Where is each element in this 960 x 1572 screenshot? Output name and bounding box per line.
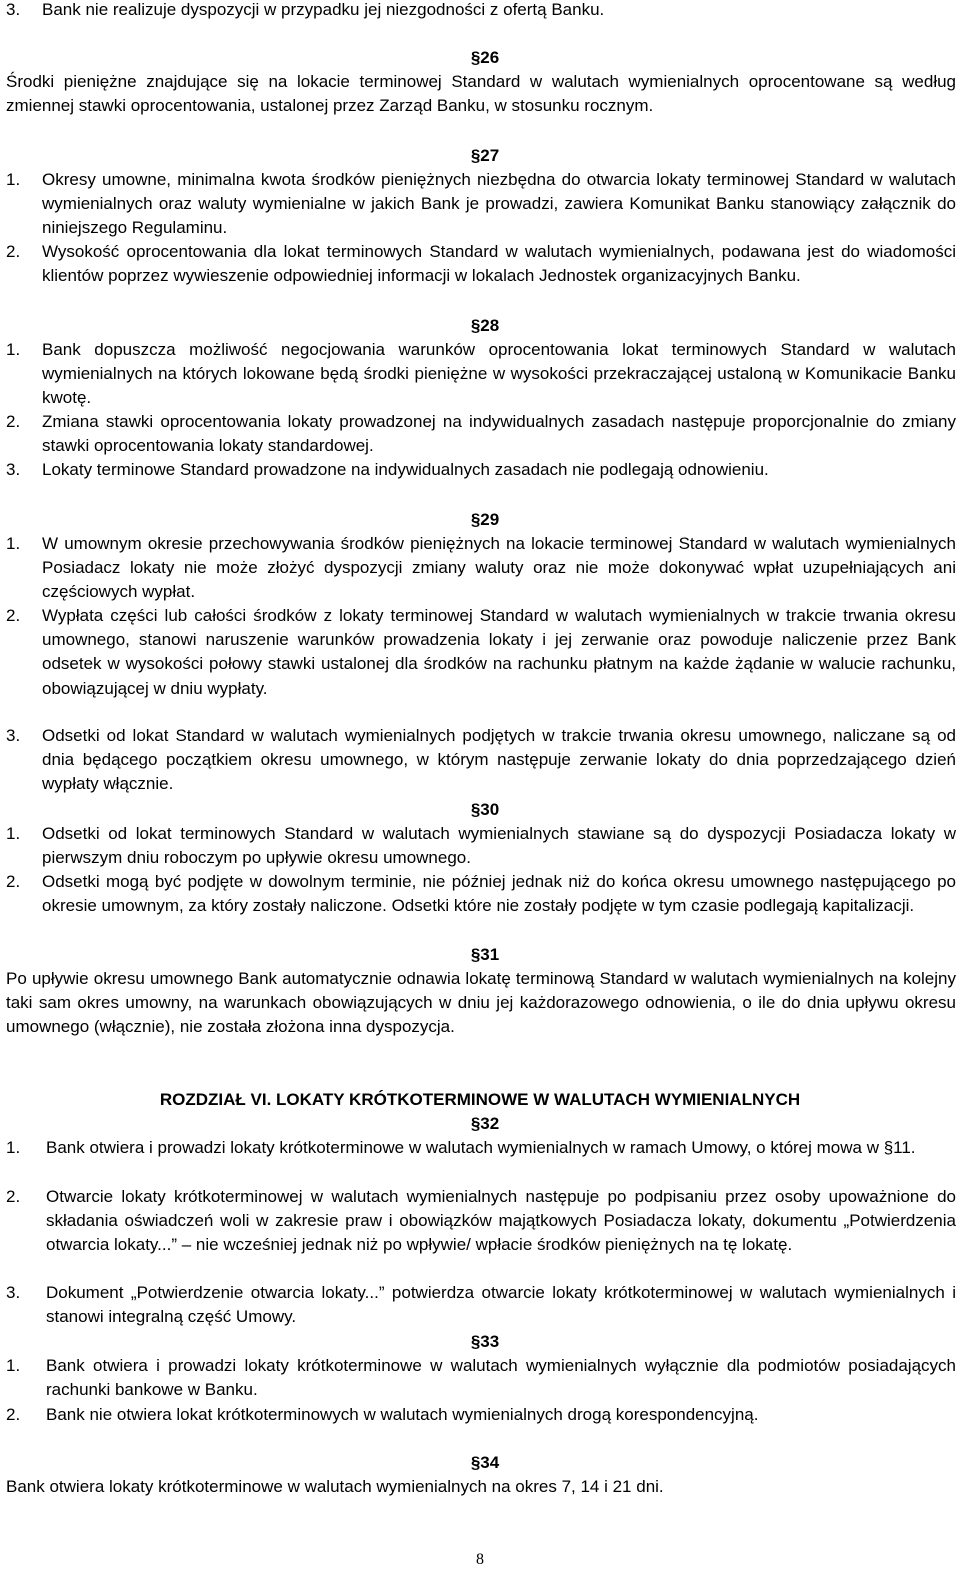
item-text: Wypłata części lub całości środków z lokaty terminowej Standard w walutach wymienialnych w trakcie trwania okresu umownego, stanowi naruszenie warunków prowadzenia lokaty i jej zerwanie oraz powoduje naliczenie przez Bank odsetek w wysokości połowy stawki ustalonej dla środków na rachunku płatnym na każde żądanie w walucie rachunku, obowiązującej w dniu wypłaty.: [42, 606, 956, 698]
item-text: W umownym okresie przechowywania środków pieniężnych na lokacie terminowej Standard w walutach wymienialnych Posiadacz lokaty nie może złożyć dyspozycji zmiany waluty oraz nie może dokonywać wpłat uzupełniających ani częściowych wypłat.: [42, 534, 956, 602]
section-heading-30: §30: [470, 800, 500, 819]
clause-29-3: [6, 724, 956, 797]
item-number: 2.: [6, 606, 21, 625]
section-heading-28: §28: [470, 316, 500, 335]
clause-27-2: [6, 240, 956, 288]
item-number: 1.: [6, 824, 21, 843]
clause-32-3: [6, 1281, 956, 1329]
item-number: 1.: [6, 1356, 21, 1375]
item-number: 3.: [6, 1283, 21, 1302]
item-number: 3.: [6, 460, 21, 479]
item-text: Bank nie otwiera lokat krótkoterminowych w walutach wymienialnych drogą korespondencyjną.: [46, 1405, 759, 1424]
clause-30-1: [6, 822, 956, 870]
item-text: Okresy umowne, minimalna kwota środków pieniężnych niezbędna do otwarcia lokaty terminowej Standard w walutach wymienialnych oraz waluty wymienialne w jakich Bank je prowadzi, zawiera Komunikat Banku stanowiący załącznik do niniejszego Regulaminu.: [42, 170, 956, 238]
clause-29-1: [6, 532, 956, 605]
item-text: Lokaty terminowe Standard prowadzone na indywidualnych zasadach nie podlegają odnowieniu.: [42, 460, 769, 479]
clause-25-3: [6, 0, 956, 22]
item-number: 2.: [6, 242, 21, 261]
clause-28-3: [6, 458, 956, 482]
item-text: Bank otwiera i prowadzi lokaty krótkoterminowe w walutach wymienialnych wyłącznie dla podmiotów posiadających rachunki bankowe w Banku.: [46, 1356, 956, 1400]
section-heading-29: §29: [470, 510, 500, 529]
item-number: 2.: [6, 1187, 21, 1206]
item-number: 1.: [6, 340, 21, 359]
item-number: 2.: [6, 872, 21, 891]
clause-33-2: [6, 1403, 956, 1427]
item-text: Wysokość oprocentowania dla lokat terminowych Standard w walutach wymienialnych, podawana jest do wiadomości klientów poprzez wywieszenie odpowiedniej informacji w lokalach Jednostek organizacyjnych Banku.: [42, 242, 956, 286]
section-heading-31: §31: [470, 945, 500, 964]
section-heading-32: §32: [470, 1114, 500, 1133]
item-text: Bank nie realizuje dyspozycji w przypadku jej niezgodności z ofertą Banku.: [42, 0, 605, 19]
item-text: Bank otwiera i prowadzi lokaty krótkoterminowe w walutach wymienialnych w ramach Umowy, o której mowa w §11.: [46, 1138, 916, 1157]
clause-29-2: [6, 604, 956, 701]
item-number: 1.: [6, 534, 21, 553]
item-number: 1.: [6, 170, 21, 189]
page-number: 8: [476, 1551, 484, 1568]
item-number: 1.: [6, 1138, 21, 1157]
item-number: 3.: [6, 0, 21, 19]
clause-32-1: [6, 1136, 956, 1160]
item-number: 3.: [6, 726, 21, 745]
item-number: 2.: [6, 412, 21, 431]
section-heading-27: §27: [470, 146, 500, 165]
chapter-title: ROZDZIAŁ VI. LOKATY KRÓTKOTERMINOWE W WALUTACH WYMIENIALNYCH: [159, 1090, 801, 1109]
section-heading-34: §34: [470, 1453, 500, 1472]
section-heading-26: §26: [470, 48, 500, 67]
clause-28-1: [6, 338, 956, 411]
section-31-text: Po upływie okresu umownego Bank automatycznie odnawia lokatę terminową Standard w walutach wymienialnych na kolejny taki sam okres umowny, na warunkach obowiązujących w dniu jej każdorazowego odnowienia, o ile do dnia upływu okresu umownego (włącznie), nie została złożona inna dyspozycja.: [6, 969, 956, 1037]
clause-32-2: [6, 1185, 956, 1258]
clause-28-2: [6, 410, 956, 458]
clause-33-1: [6, 1354, 956, 1402]
clause-30-2: [6, 870, 956, 918]
item-text: Odsetki od lokat Standard w walutach wymienialnych podjętych w trakcie trwania okresu umownego, naliczane są od dnia będącego początkiem okresu umownego, w którym następuje zerwanie lokaty do dnia poprzedzającego dzień wypłaty włącznie.: [42, 726, 956, 794]
item-text: Odsetki od lokat terminowych Standard w walutach wymienialnych stawiane są do dyspozycji Posiadacza lokaty w pierwszym dniu roboczym po upływie okresu umownego.: [42, 824, 956, 868]
clause-27-1: [6, 168, 956, 241]
item-text: Dokument „Potwierdzenie otwarcia lokaty...” potwierdza otwarcie lokaty krótkoterminowej w walutach wymienialnych i stanowi integralną część Umowy.: [46, 1283, 956, 1327]
section-26-text: Środki pieniężne znajdujące się na lokacie terminowej Standard w walutach wymienialnych oprocentowane są według zmiennej stawki oprocentowania, ustalonej przez Zarząd Banku, w stosunku rocznym.: [6, 72, 956, 116]
item-text: Odsetki mogą być podjęte w dowolnym terminie, nie później jednak niż do końca okresu umownego następującego po okresie umownym, za który zostały naliczone. Odsetki które nie zostały podjęte w tym czasie podlegają kapitalizacji.: [42, 872, 956, 916]
section-34-text: Bank otwiera lokaty krótkoterminowe w walutach wymienialnych na okres 7, 14 i 21 dni.: [6, 1477, 664, 1496]
item-number: 2.: [6, 1405, 21, 1424]
item-text: Zmiana stawki oprocentowania lokaty prowadzonej na indywidualnych zasadach następuje proporcjonalnie do zmiany stawki oprocentowania lokaty standardowej.: [42, 412, 956, 456]
item-text: Otwarcie lokaty krótkoterminowej w walutach wymienialnych następuje po podpisaniu przez osoby upoważnione do składania oświadczeń woli w zakresie praw i obowiązków majątkowych Posiadacza lokaty, dokumentu „Potwierdzenia otwarcia lokaty...” – nie wcześniej jednak niż po wpływie/ wpłacie środków pieniężnych na tę lokatę.: [46, 1187, 956, 1255]
section-heading-33: §33: [470, 1332, 500, 1351]
item-text: Bank dopuszcza możliwość negocjowania warunków oprocentowania lokat terminowych Standard w walutach wymienialnych na których lokowane będą środki pieniężne w wysokości przekraczającej ustaloną w Komunikacie Banku kwotę.: [42, 340, 956, 408]
